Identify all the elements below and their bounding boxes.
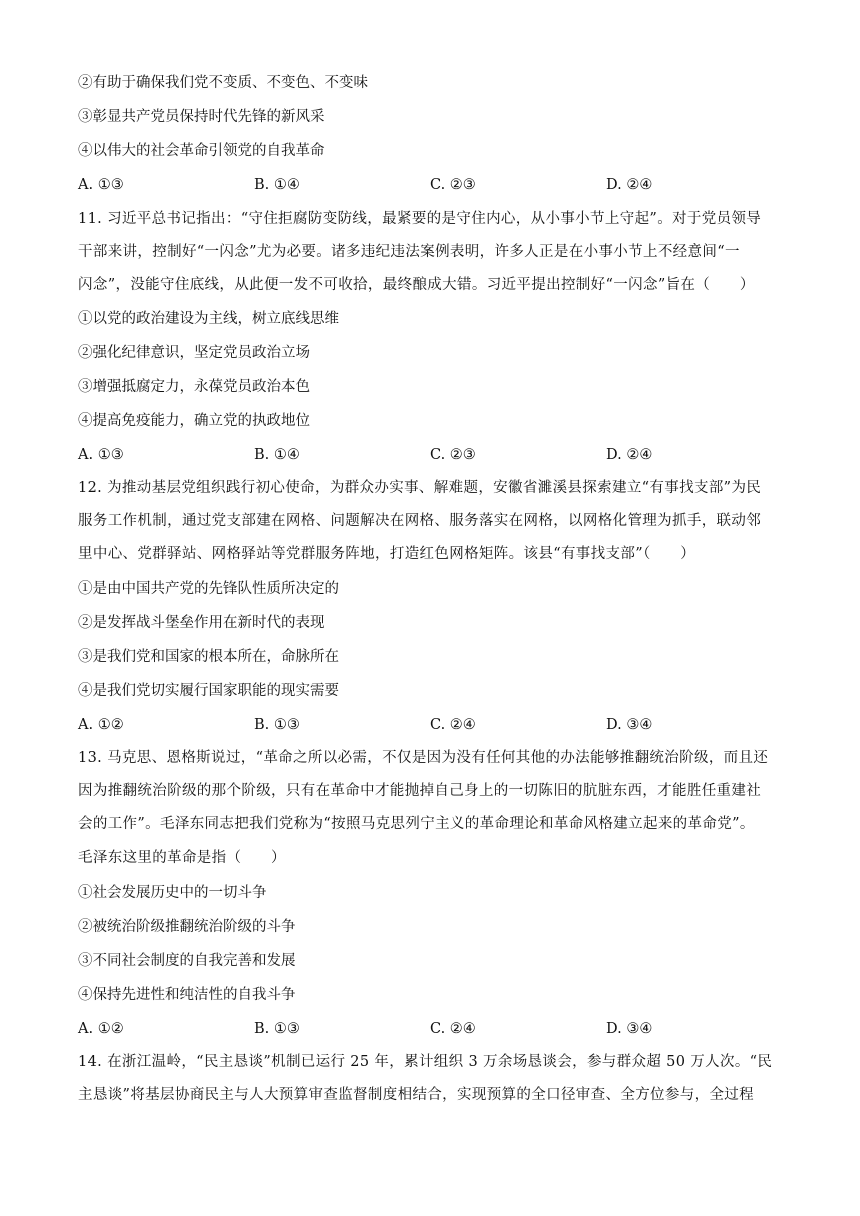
q12-stem-line-3: 里中心、党群驿站、网格驿站等党群服务阵地，打造红色网格矩阵。该县“有事找支部”（ ） [78, 546, 696, 562]
q11-option-d[interactable]: D. ②④ [606, 447, 653, 463]
q10-option-b[interactable]: B. ①④ [254, 177, 300, 193]
q12-option-c[interactable]: C. ②④ [430, 717, 476, 733]
q12-option-b[interactable]: B. ①③ [254, 717, 300, 733]
q10-item-3: ③彰显共产党员保持时代先锋的新风采 [78, 109, 325, 125]
q10-option-c[interactable]: C. ②③ [430, 177, 476, 193]
q13-stem-line-4: 毛泽东这里的革命是指（ ） [78, 850, 286, 866]
q13-item-2: ②被统治阶级推翻统治阶级的斗争 [78, 919, 296, 935]
q12-item-2: ②是发挥战斗堡垒作用在新时代的表现 [78, 615, 325, 631]
q13-option-a[interactable]: A. ①② [78, 1021, 124, 1037]
q13-option-b[interactable]: B. ①③ [254, 1021, 300, 1037]
q13-stem-line-2: 因为推翻统治阶级的那个阶级，只有在革命中才能抛掉自己身上的一切陈旧的肮脏东西，才能胜任重建社 [78, 783, 762, 799]
q10-item-2: ②有助于确保我们党不变质、不变色、不变味 [78, 75, 368, 91]
q11-stem-line-3: 闪念”，没能守住底线，从此便一发不可收拾，最终酿成大错。习近平提出控制好“一闪念”旨在（ ） [78, 277, 755, 293]
q13-item-1: ①社会发展历史中的一切斗争 [78, 885, 267, 901]
q14-stem-line-2: 主恳谈”将基层协商民主与人大预算审查监督制度相结合，实现预算的全口径审查、全方位参与，全过程 [78, 1087, 755, 1103]
q12-item-4: ④是我们党切实履行国家职能的现实需要 [78, 683, 339, 699]
q13-item-3: ③不同社会制度的自我完善和发展 [78, 953, 296, 969]
q12-stem-line-1: 12. 为推动基层党组织践行初心使命，为群众办实事、解难题，安徽省濉溪县探索建立“有事找支部”为民 [78, 480, 762, 496]
q12-item-3: ③是我们党和国家的根本所在，命脉所在 [78, 649, 339, 665]
q11-option-a[interactable]: A. ①③ [78, 447, 124, 463]
q13-stem-line-3: 会的工作”。毛泽东同志把我们党称为“按照马克思列宁主义的革命理论和革命风格建立起来的革命党”。 [78, 816, 755, 832]
q10-item-4: ④以伟大的社会革命引领党的自我革命 [78, 143, 325, 159]
q11-option-c[interactable]: C. ②③ [430, 447, 476, 463]
q13-option-d[interactable]: D. ③④ [606, 1021, 653, 1037]
q11-item-2: ②强化纪律意识，坚定党员政治立场 [78, 345, 310, 361]
q13-stem-line-1: 13. 马克思、恩格斯说过，“革命之所以必需，不仅是因为没有任何其他的办法能够推翻统治阶级，而且还 [78, 750, 769, 766]
q12-stem-line-2: 服务工作机制，通过党支部建在网格、问题解决在网格、服务落实在网格，以网格化管理为抓手，联动邻 [78, 513, 762, 529]
q13-item-4: ④保持先进性和纯洁性的自我斗争 [78, 987, 296, 1003]
q11-stem-line-2: 干部来讲，控制好“一闪念”尤为必要。诸多违纪违法案例表明，许多人正是在小事小节上不经意间“一 [78, 244, 740, 260]
q12-item-1: ①是由中国共产党的先锋队性质所决定的 [78, 581, 339, 597]
q11-stem-line-1: 11. 习近平总书记指出：“守住拒腐防变防线，最紧要的是守住内心，从小事小节上守起”。对于党员领导 [78, 211, 762, 227]
q10-option-d[interactable]: D. ②④ [606, 177, 653, 193]
q11-option-b[interactable]: B. ①④ [254, 447, 300, 463]
q14-stem-line-1: 14. 在浙江温岭，“民主恳谈”机制已运行 25 年，累计组织 3 万余场恳谈会，参与群众超 50 万人次。“民 [78, 1054, 773, 1070]
q13-option-c[interactable]: C. ②④ [430, 1021, 476, 1037]
q11-item-1: ①以党的政治建设为主线，树立底线思维 [78, 311, 339, 327]
q12-option-d[interactable]: D. ③④ [606, 717, 653, 733]
q11-item-3: ③增强抵腐定力，永葆党员政治本色 [78, 379, 310, 395]
q10-option-a[interactable]: A. ①③ [78, 177, 124, 193]
q11-item-4: ④提高免疫能力，确立党的执政地位 [78, 413, 310, 429]
q12-option-a[interactable]: A. ①② [78, 717, 124, 733]
